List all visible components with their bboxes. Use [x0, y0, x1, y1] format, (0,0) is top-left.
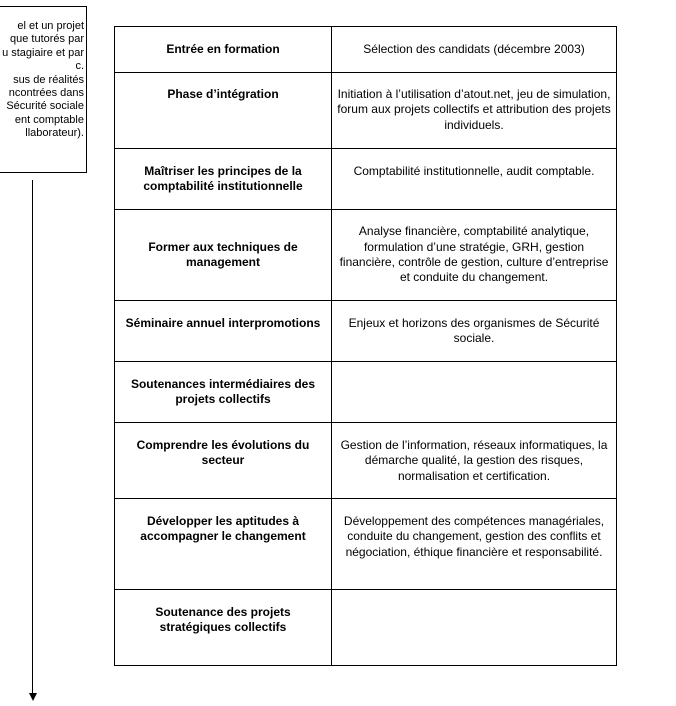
side-note-line: que tutorés par	[10, 33, 84, 46]
side-note-line: u stagiaire et par	[2, 46, 84, 59]
table-row	[115, 499, 617, 590]
phase-cell: Phase d’intégration	[115, 73, 332, 149]
arrow-down-icon	[29, 693, 37, 701]
content-cell: Initiation à l’utilisation d’atout.net, jeu de simulation, forum aux projets collectifs et attribution des projets individuels.	[332, 73, 617, 149]
table-row	[115, 73, 617, 149]
phase-cell: Soutenances intermédiaires des projets collectifs	[115, 362, 332, 423]
side-note-box	[0, 6, 87, 173]
side-note-line: ent comptable	[14, 113, 84, 126]
phase-cell: Développer les aptitudes à accompagner le changement	[115, 499, 332, 590]
content-cell: Sélection des candidats (décembre 2003)	[332, 27, 617, 73]
table-row	[115, 590, 617, 666]
phase-cell: Soutenance des projets stratégiques collectifs	[115, 590, 332, 666]
content-cell: Comptabilité institutionnelle, audit comptable.	[332, 149, 617, 210]
side-note-line: llaborateur).	[25, 127, 84, 140]
content-cell: Développement des compétences managériales, conduite du changement, gestion des conflits et négociation, éthique financière et responsabilité.	[332, 499, 617, 590]
content-cell: Gestion de l’information, réseaux informatiques, la démarche qualité, la gestion des risques, normalisation et certification.	[332, 423, 617, 499]
content-cell: Enjeux et horizons des organismes de Sécurité sociale.	[332, 301, 617, 362]
phase-cell: Comprendre les évolutions du secteur	[115, 423, 332, 499]
side-note-line: ncontrées dans	[8, 87, 84, 100]
side-note-line: c.	[75, 60, 84, 73]
table-row	[115, 27, 617, 73]
timeline-arrow-shaft	[32, 180, 33, 693]
table-row	[115, 423, 617, 499]
phase-cell: Former aux techniques de management	[115, 210, 332, 301]
table-row	[115, 362, 617, 423]
phase-cell: Maîtriser les principes de la comptabilité institutionnelle	[115, 149, 332, 210]
content-cell: Analyse financière, comptabilité analytique, formulation d’une stratégie, GRH, gestion financière, contrôle de gestion, culture d’entreprise et conduite du changement.	[332, 210, 617, 301]
phase-cell: Séminaire annuel interpromotions	[115, 301, 332, 362]
phase-cell: Entrée en formation	[115, 27, 332, 73]
content-cell	[332, 590, 617, 666]
training-program-table	[114, 26, 617, 666]
table-row	[115, 149, 617, 210]
content-cell	[332, 362, 617, 423]
side-note-line: Sécurité sociale	[6, 100, 84, 113]
table-row	[115, 210, 617, 301]
side-note-line: sus de réalités	[13, 73, 84, 86]
table-row	[115, 301, 617, 362]
side-note-line: el et un projet	[17, 20, 84, 32]
